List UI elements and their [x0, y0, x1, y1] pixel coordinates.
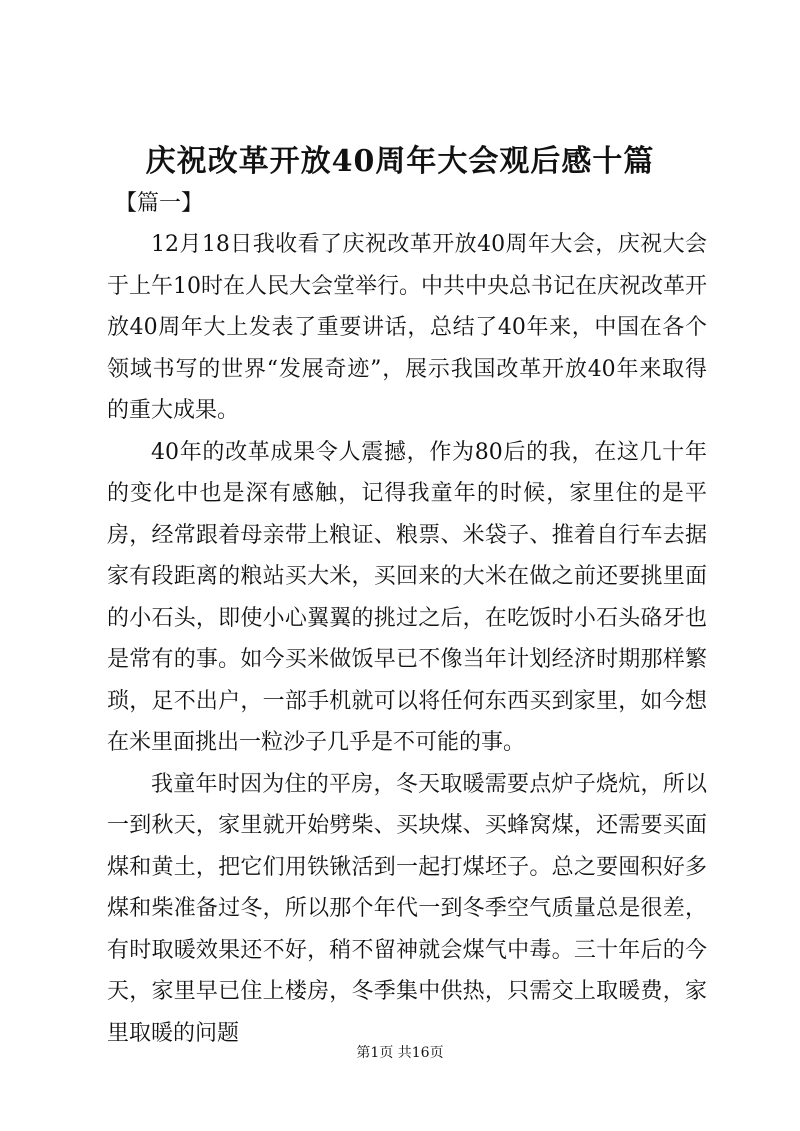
page-title: 庆祝改革开放40周年大会观后感十篇 — [145, 144, 655, 179]
section-heading: 【篇一】 — [115, 191, 204, 216]
paragraph-1: 12月18日我收看了庆祝改革开放40周年大会，庆祝大会于上午10时在人民大会堂举行。中共中央总书记在庆祝改革开放40周年大上发表了重要讲话，总结了40年来，中国在各个领域书写的世界“发展奇迹”，展示我国改革开放40年来取得的重大成果。 — [107, 232, 707, 423]
page-footer: 第1页 共16页 — [356, 1045, 444, 1061]
document-body — [107, 224, 707, 1054]
paragraph-3: 我童年时因为住的平房，冬天取暖需要点炉子烧炕，所以一到秋天，家里就开始劈柴、买块煤、买蜂窝煤，还需要买面煤和黄土，把它们用铁锹活到一起打煤坯子。总之要囤积好多煤和柴准备过冬，所以那个年代一到冬季空气质量总是很差，有时取暖效果还不好，稍不留神就会煤气中毒。三十年后的今天，家里早已住上楼房，冬季集中供热，只需交上取暖费，家里取暖的问题 — [107, 771, 707, 1046]
paragraph-2: 40年的改革成果令人震撼，作为80后的我，在这几十年的变化中也是深有感触，记得我童年的时候，家里住的是平房，经常跟着母亲带上粮证、粮票、米袋子、推着自行车去据家有段距离的粮站买大米，买回来的大米在做之前还要挑里面的小石头，即使小心翼翼的挑过之后，在吃饭时小石头硌牙也是常有的事。如今买米做饭早已不像当年计划经济时期那样繁琐，足不出户，一部手机就可以将任何东西买到家里，如今想在米里面挑出一粒沙子几乎是不可能的事。 — [107, 439, 707, 755]
